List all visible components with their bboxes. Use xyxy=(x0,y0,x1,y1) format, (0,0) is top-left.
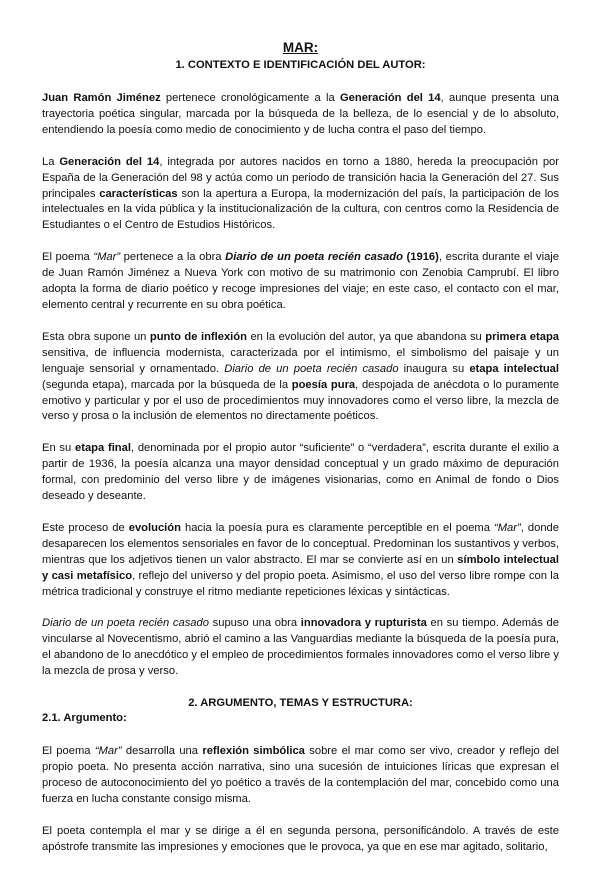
section-2-heading: 2. ARGUMENTO, TEMAS Y ESTRUCTURA: xyxy=(188,697,413,710)
paragraph: En su etapa final, denominada por el propio autor “suficiente” o “verdadera”, escrita durante el exilio a partir de 1936, la poesía alcanza una mayor densidad conceptual y un grado máximo de depuración formal, con predominio del verso libre y de imágenes visionarias, como en Animal de fondo o Dios deseado y deseante. xyxy=(42,442,559,503)
document-page xyxy=(42,40,559,872)
paragraph: Este proceso de evolución hacia la poesía pura es claramente perceptible en el poema “Mar”, donde desaparecen los elementos sensoriales en favor de lo conceptual. Predominan los sustantivos y verbos, mientras que los adjetivos tienen un valor abstracto. El mar se convierte así en un símbolo intelectual y casi metafísico, reflejo del universo y del propio poeta. Asimismo, el uso del verso libre rompe con la métrica tradicional y construye el ritmo mediante repeticiones léxicas y sintácticas. xyxy=(42,521,559,598)
paragraph: Diario de un poeta recién casado supuso una obra innovadora y rupturista en su tiempo. Además de vincularse al Novecentismo, abrió el camino a las Vanguardias mediante la búsqueda de la poesía pura, el abandono de lo anecdótico y el empleo de procedimientos formales innovadores como el verso libre y la mezcla de prosa y verso. xyxy=(42,617,559,678)
paragraph: El poema “Mar” desarrolla una reflexión simbólica sobre el mar como ser vivo, creador y reflejo del propio poeta. No presenta acción narrativa, sino una sucesión de intuiciones líricas que expresan el proceso de autoconocimiento del yo poético a través de la contemplación del mar, concebido como una fuerza en lucha constante consigo misma. xyxy=(42,745,560,805)
document-title: MAR: xyxy=(282,40,319,55)
paragraph: La Generación del 14, integrada por autores nacidos en torno a 1880, hereda la preocupación por España de la Generación del 98 y actúa como un periodo de transición hacia la Generación del 27. Sus principales características son la apertura a Europa, la modernización del país, la participación de los intelectuales en la vida pública y la institucionalización de la cultura, con centros como la Residencia de Estudiantes o el Centro de Estudios Históricos. xyxy=(42,155,560,232)
paragraph: Juan Ramón Jiménez pertenece cronológicamente a la Generación del 14, aunque presenta una trayectoria poética singular, marcada por la búsqueda de la belleza, de lo esencial y de lo absoluto, entendiendo la poesía como medio de conocimiento y de lucha contra el paso del tiempo. xyxy=(42,92,559,136)
paragraph: El poeta contempla el mar y se dirige a él en segunda persona, personificándolo. A través de este apóstrofe transmite las impresiones y emociones que le provoca, ya que en ese mar agitado, solitario, xyxy=(42,824,559,853)
paragraph: El poema “Mar” pertenece a la obra Diario de un poeta recién casado (1916), escrita durante el viaje de Juan Ramón Jiménez a Nueva York con motivo de su matrimonio con Zenobia Camprubí. El libro adopta la forma de diario poético y recoge impresiones del viaje; en este caso, el contacto con el mar, elemento central y recurrente en su obra poética. xyxy=(42,251,560,311)
paragraph: Esta obra supone un punto de inflexión en la evolución del autor, ya que abandona su primera etapa sensitiva, de influencia modernista, caracterizada por el intimismo, el simbolismo del paisaje y un lenguaje sensorial y ornamentado. Diario de un poeta recién casado inaugura su etapa intelectual (segunda etapa), marcada por la búsqueda de la poesía pura, despojada de anécdota o lo puramente emotivo y particular y por el uso de procedimientos muy innovadores como el verso libre, la mezcla de verso y prosa o la inclusión de elementos no directamente poéticos. xyxy=(42,330,560,423)
subsection-heading: 2.1. Argumento: xyxy=(42,712,127,725)
section-1-heading: 1. CONTEXTO E IDENTIFICACIÓN DEL AUTOR: xyxy=(175,59,426,71)
